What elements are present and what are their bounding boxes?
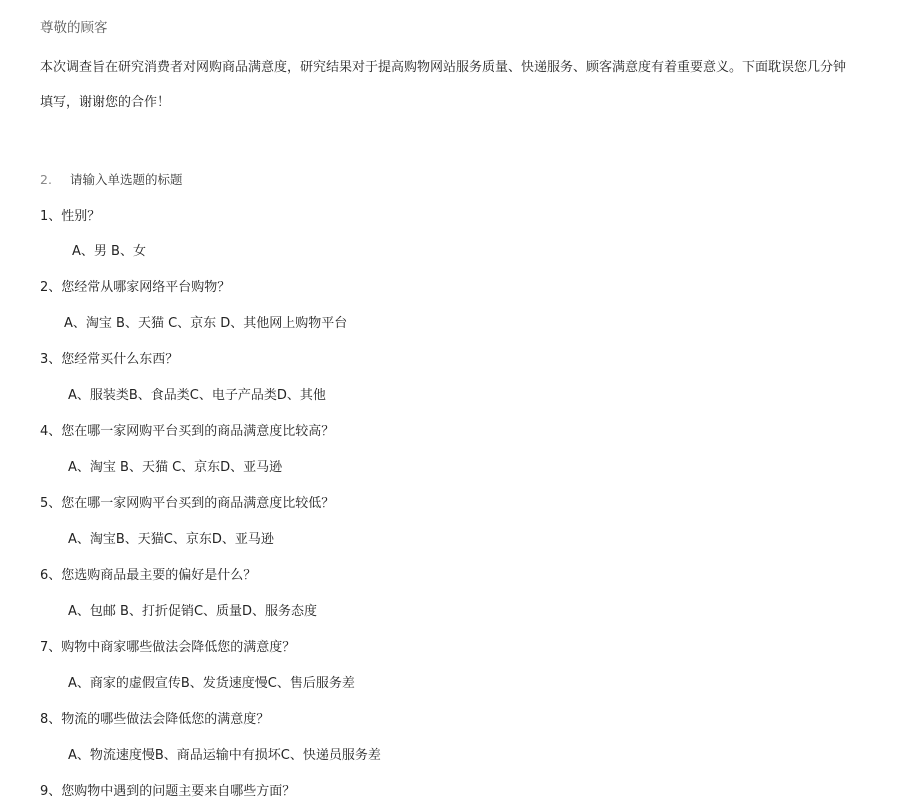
question-6-options: A、包邮 B、打折促销C、质量D、服务态度	[68, 604, 318, 619]
question-4: 4、您在哪一家网购平台买到的商品满意度比较高？	[40, 424, 335, 439]
question-8: 8、物流的哪些做法会降低您的满意度？	[40, 712, 270, 727]
question-3: 3、您经常买什么东西？	[40, 352, 179, 367]
question-1-options: A、男 B、女	[72, 244, 146, 259]
question-1: 1、性别？	[40, 209, 101, 224]
question-5-options: A、淘宝B、天猫C、京东D、亚马逊	[68, 532, 274, 547]
section-title: 请输入单选题的标题	[70, 172, 183, 187]
question-8-options: A、物流速度慢B、商品运输中有损坏C、快递员服务差	[68, 748, 381, 763]
question-7-options: A、商家的虚假宣传B、发货速度慢C、售后服务差	[68, 676, 355, 691]
section-header	[40, 170, 183, 188]
section-number: 2.	[40, 172, 52, 187]
intro-paragraph-line1: 本次调查旨在研究消费者对网购商品满意度，研究结果对于提高购物网站服务质量、快递服务、顾客满意度有着重要意义。下面耽误您几分钟	[40, 60, 847, 75]
question-6: 6、您选购商品最主要的偏好是什么？	[40, 568, 257, 583]
question-3-options: A、服装类B、食品类C、电子产品类D、其他	[68, 388, 326, 403]
question-5: 5、您在哪一家网购平台买到的商品满意度比较低？	[40, 496, 335, 511]
question-9: 9、您购物中遇到的问题主要来自哪些方面？	[40, 784, 296, 799]
question-4-options: A、淘宝 B、天猫 C、京东D、亚马逊	[68, 460, 283, 475]
question-7: 7、购物中商家哪些做法会降低您的满意度？	[40, 640, 296, 655]
question-2: 2、您经常从哪家网络平台购物？	[40, 280, 231, 295]
greeting-text: 尊敬的顾客	[40, 20, 108, 36]
question-2-options: A、淘宝 B、天猫 C、京东 D、其他网上购物平台	[64, 316, 348, 331]
intro-paragraph-line2: 填写，谢谢您的合作！	[40, 95, 171, 110]
